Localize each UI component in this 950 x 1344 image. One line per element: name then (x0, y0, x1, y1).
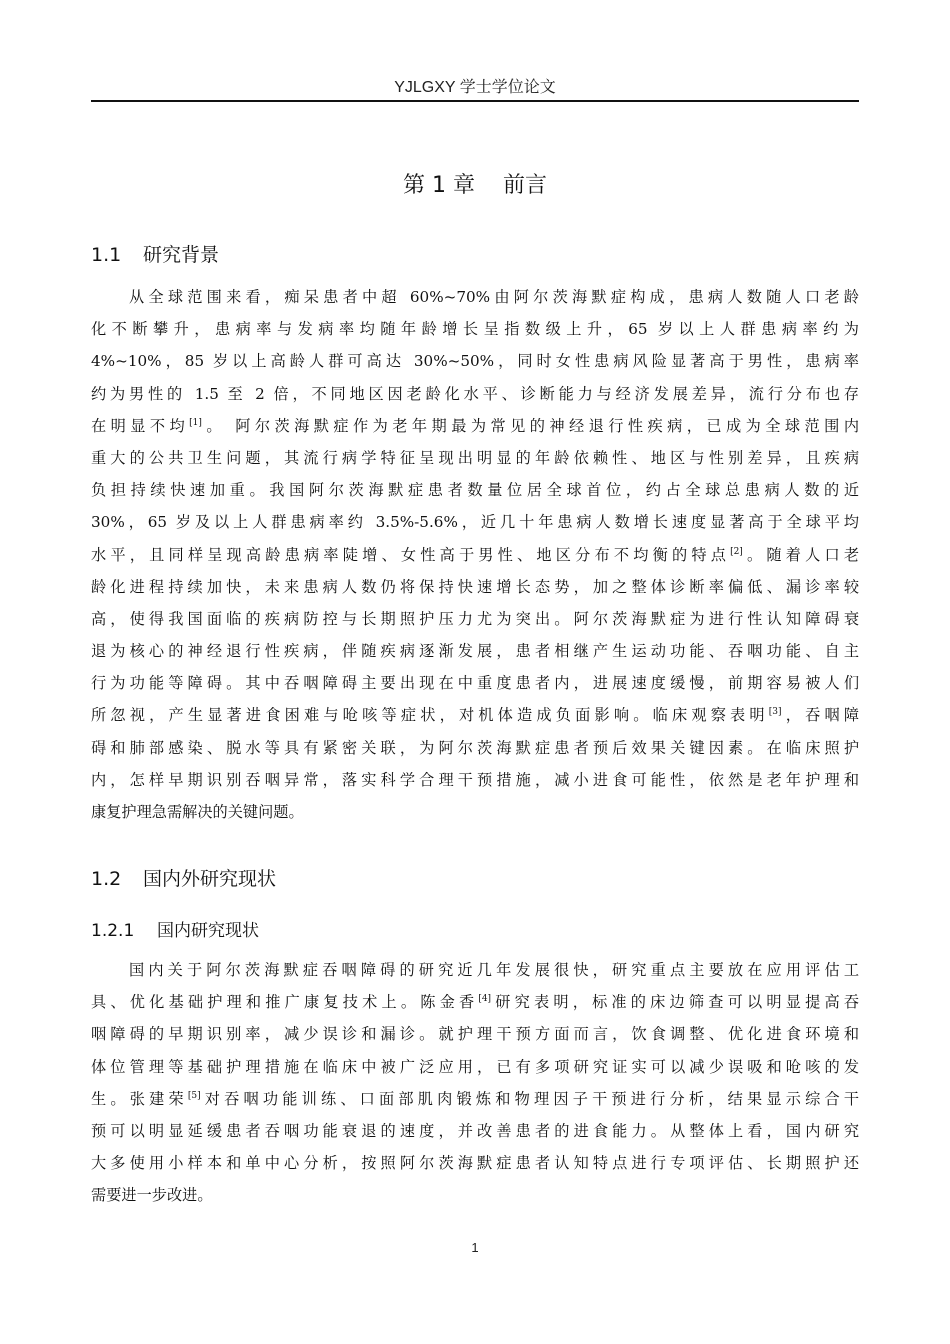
citation-marker: [5] (187, 1090, 201, 1101)
text-line: 大多使用小样本和单中心分析，按照阿尔茨海默症患者认知特点进行专项评估、长期照护还 (91, 1154, 859, 1173)
page-number: 1 (471, 1240, 479, 1255)
text-line: 体位管理等基础护理措施在临床中被广泛应用，已有多项研究证实可以减少误吸和呛咳的发 (91, 1057, 859, 1076)
section-number: 1.2.1 (91, 921, 135, 941)
paragraph-domestic-research (91, 954, 859, 1212)
text-line: 内，怎样早期识别吞咽异常，落实科学合理干预措施，减小进食可能性，依然是老年护理和 (91, 770, 859, 789)
section-title: 国内外研究现状 (143, 868, 277, 890)
section-title: 研究背景 (143, 244, 220, 266)
text-line: 在明显不均[1]。 阿尔茨海默症作为老年期最为常见的神经退行性疾病，已成为全球范围内 (91, 416, 859, 435)
chapter-name: 前言 (502, 173, 547, 198)
text-line: 康复护理急需解决的关键问题。 (91, 803, 304, 821)
text-line: 国内关于阿尔茨海默症吞咽障碍的研究近几年发展很快，研究重点主要放在应用评估工 (129, 961, 859, 979)
text-line: 需要进一步改进。 (91, 1186, 213, 1205)
text-line: 预可以明显延缓患者吞咽功能衰退的速度，并改善患者的进食能力。从整体上看，国内研究 (91, 1121, 859, 1140)
text-line: 退为核心的神经退行性疾病，伴随疾病逐渐发展，患者相继产生运动功能、吞咽功能、自主 (91, 642, 859, 661)
text-line: 生。张建荣[5]对吞咽功能训练、口面部肌肉锻炼和物理因子干预进行分析，结果显示综合干 (91, 1089, 859, 1108)
text-line: 30%，65 岁及以上人群患病率约 3.5%-5.6%，近几十年患病人数增长速度显著高于全球平均 (91, 513, 859, 532)
text-line: 具、优化基础护理和推广康复技术上。陈金香[4]研究表明，标准的床边筛查可以明显提高吞 (91, 993, 859, 1012)
text-line: 咽障碍的早期识别率，减少误诊和漏诊。就护理干预方面而言，饮食调整、优化进食环境和 (91, 1025, 859, 1044)
section-number: 1.1 (91, 244, 122, 266)
text-line: 高，使得我国面临的疾病防控与长期照护压力尤为突出。阿尔茨海默症为进行性认知障碍衰 (91, 609, 859, 628)
running-header: YJLGXY 学士学位论文 (394, 79, 556, 96)
text-line: 重大的公共卫生问题，其流行病学特征呈现出明显的年龄依赖性、地区与性别差异，且疾病 (91, 448, 859, 467)
section-title: 国内研究现状 (157, 921, 259, 941)
citation-marker: [4] (478, 994, 492, 1005)
chapter-title (91, 168, 859, 199)
citation-marker: [1] (189, 417, 202, 428)
section-heading-1-2 (91, 864, 276, 891)
text-line: 水平，且同样呈现高龄患病率陡增、女性高于男性、地区分布不均衡的特点[2]。随着人口老 (91, 545, 859, 564)
text-line: 负担持续快速加重。我国阿尔茨海默症患者数量位居全球首位，约占全球总患病人数的近 (91, 481, 859, 500)
paragraph-research-background (91, 281, 859, 828)
text-line: 行为功能等障碍。其中吞咽障碍主要出现在中重度患者内，进展速度缓慢，前期容易被人们 (91, 674, 859, 693)
header-rule (91, 100, 859, 102)
text-line: 约为男性的 1.5 至 2 倍，不同地区因老龄化水平、诊断能力与经济发展差异，流行分布也存 (91, 384, 859, 403)
chapter-number: 第 1 章 (403, 173, 475, 198)
citation-marker: [2] (730, 546, 743, 557)
text-line: 从全球范围来看，痴呆患者中超 60%~70%由阿尔茨海默症构成，患病人数随人口老龄 (129, 288, 859, 306)
section-heading-1-1 (91, 240, 219, 267)
text-line: 碍和肺部感染、脱水等具有紧密关联，为阿尔茨海默症患者预后效果关键因素。在临床照护 (91, 738, 859, 757)
text-line: 所忽视，产生显著进食困难与呛咳等症状，对机体造成负面影响。临床观察表明[3]，吞咽障 (91, 706, 859, 725)
text-line: 龄化进程持续加快，未来患病人数仍将保持快速增长态势，加之整体诊断率偏低、漏诊率较 (91, 577, 859, 596)
section-number: 1.2 (91, 868, 122, 890)
citation-marker: [3] (768, 707, 782, 718)
text-line: 4%~10%，85 岁以上高龄人群可高达 30%~50%，同时女性患病风险显著高于男性，患病率 (91, 352, 859, 371)
text-line: 化不断攀升，患病率与发病率均随年龄增长呈指数级上升，65 岁以上人群患病率约为 (91, 320, 859, 339)
section-heading-1-2-1 (91, 916, 259, 941)
